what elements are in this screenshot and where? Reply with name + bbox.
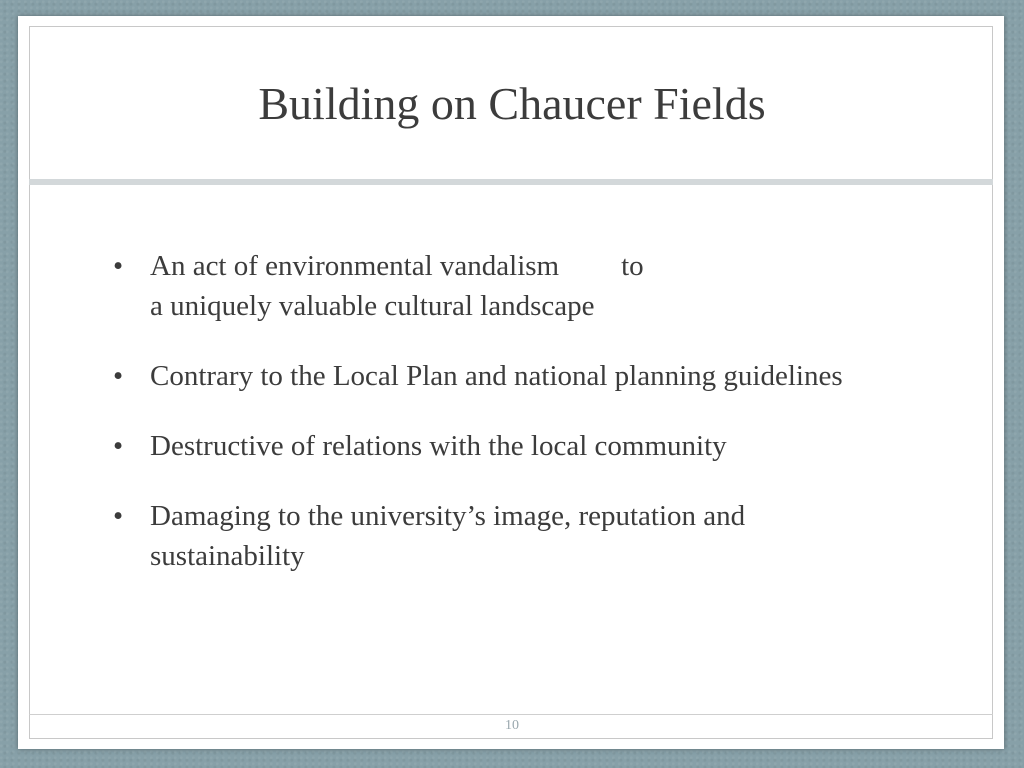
bullet-text-line2: a uniquely valuable cultural landscape — [150, 290, 595, 322]
bullet-icon: • — [113, 500, 124, 532]
page-number: 10 — [505, 718, 519, 733]
bullet-item-community — [113, 426, 903, 466]
bullet-text-line1-end: to — [621, 250, 644, 282]
bullet-text-line1: An act of environmental vandalism — [150, 250, 560, 282]
bullet-icon: • — [113, 250, 124, 282]
slide — [18, 16, 1004, 749]
bullet-text: Damaging to the university’s image, reputation and sustainability — [150, 500, 746, 572]
bullet-item-reputation — [113, 496, 903, 576]
footer-divider — [29, 714, 993, 715]
bullet-text: Contrary to the Local Plan and national planning guidelines — [150, 360, 843, 392]
slide-title: Building on Chaucer Fields — [258, 78, 766, 129]
bullet-item-vandalism — [113, 246, 903, 326]
bullet-item-local-plan — [113, 356, 903, 396]
bullet-icon: • — [113, 430, 124, 462]
bullet-text: Destructive of relations with the local community — [150, 430, 727, 462]
bullet-list — [113, 246, 903, 606]
bullet-icon: • — [113, 360, 124, 392]
title-divider — [29, 179, 993, 185]
